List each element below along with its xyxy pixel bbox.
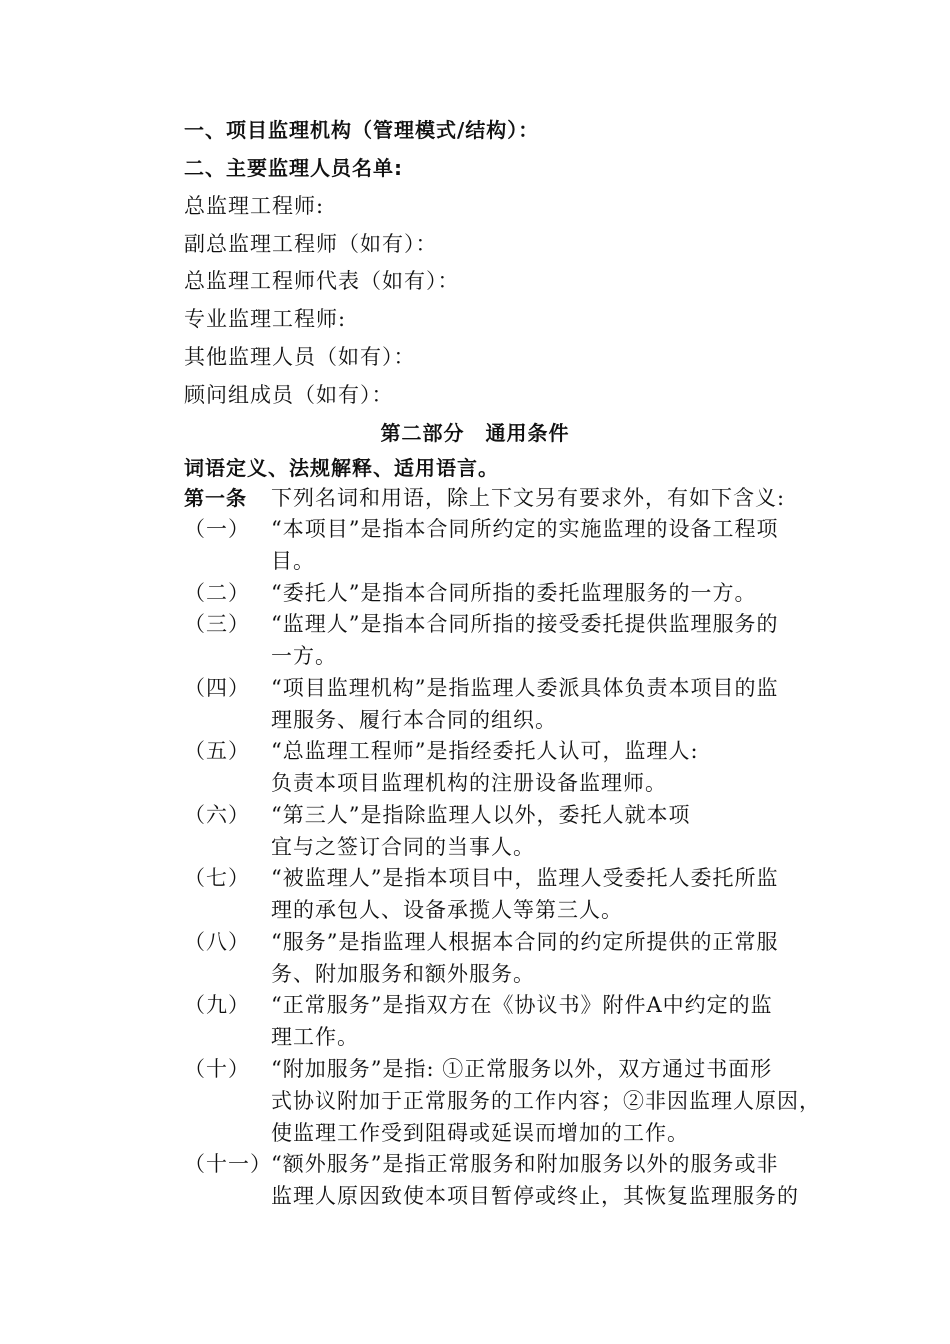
definition-text: “总监理工程师”是指经委托人认可，监理人: (271, 739, 699, 763)
definition-text: “服务”是指监理人根据本合同的约定所提供的正常服 (271, 930, 779, 954)
definition-text: “额外服务”是指正常服务和附加服务以外的服务或非 (271, 1152, 779, 1176)
staff-role-line: 副总监理工程师（如有）： (184, 232, 438, 256)
definition-text: 目。 (271, 549, 315, 573)
part-title: 第二部分 通用条件 (380, 421, 570, 445)
definition-text: 理工作。 (271, 1025, 359, 1049)
definition-text: “项目监理机构”是指监理人委派具体负责本项目的监 (271, 676, 779, 700)
definition-text: “第三人”是指除监理人以外，委托人就本项 (271, 803, 691, 827)
definition-text: “委托人”是指本合同所指的委托监理服务的一方。 (271, 581, 757, 605)
definition-text: “本项目”是指本合同所约定的实施监理的设备工程项 (271, 517, 779, 541)
definition-text: “监理人”是指本合同所指的接受委托提供监理服务的 (271, 612, 779, 636)
article-intro: 下列名词和用语，除上下文另有要求外，有如下含义: (271, 486, 786, 510)
definition-number: （九） (184, 993, 250, 1017)
staff-role-line: 总监理工程师: (184, 194, 325, 218)
definition-text: 使监理工作受到阻碍或延误而增加的工作。 (271, 1121, 689, 1145)
definition-number: （十） (184, 1057, 250, 1081)
definition-text: 式协议附加于正常服务的工作内容；②非因监理人原因， (271, 1089, 821, 1113)
definition-text: “被监理人”是指本项目中，监理人受委托人委托所监 (271, 866, 779, 890)
definition-text: 宜与之签订合同的当事人。 (271, 835, 535, 859)
definition-number: （五） (184, 739, 250, 763)
heading-org-structure: 一、项目监理机构（管理模式/结构）： (184, 118, 540, 142)
definition-number: （二） (184, 581, 250, 605)
definition-number: （八） (184, 930, 250, 954)
staff-role-line: 顾问组成员（如有）： (184, 383, 394, 407)
definition-number: （六） (184, 803, 250, 827)
definition-number: （四） (184, 676, 250, 700)
staff-role-line: 专业监理工程师: (184, 307, 347, 331)
heading-staff-list: 二、主要监理人员名单: (184, 156, 403, 180)
staff-role-line: 其他监理人员（如有）： (184, 345, 416, 369)
definition-text: 务、附加服务和额外服务。 (271, 962, 535, 986)
article-label: 第一条 (184, 486, 247, 510)
staff-role-line: 总监理工程师代表（如有）： (184, 269, 460, 293)
definition-text: 理的承包人、设备承揽人等第三人。 (271, 898, 623, 922)
definition-number: （七） (184, 866, 250, 890)
definition-text: 负责本项目监理机构的注册设备监理师。 (271, 771, 667, 795)
section-title: 词语定义、法规解释、适用语言。 (184, 456, 499, 480)
definition-number: （三） (184, 612, 250, 636)
definition-text: “正常服务”是指双方在《协议书》附件A中约定的监 (271, 993, 773, 1017)
definition-number: （十一） (184, 1152, 272, 1176)
definition-number: （一） (184, 517, 250, 541)
definition-text: 监理人原因致使本项目暂停或终止，其恢复监理服务的 (271, 1184, 799, 1208)
definition-text: “附加服务”是指: ①正常服务以外，双方通过书面形 (271, 1057, 773, 1081)
definition-text: 理服务、履行本合同的组织。 (271, 708, 557, 732)
definition-text: 一方。 (271, 644, 337, 668)
